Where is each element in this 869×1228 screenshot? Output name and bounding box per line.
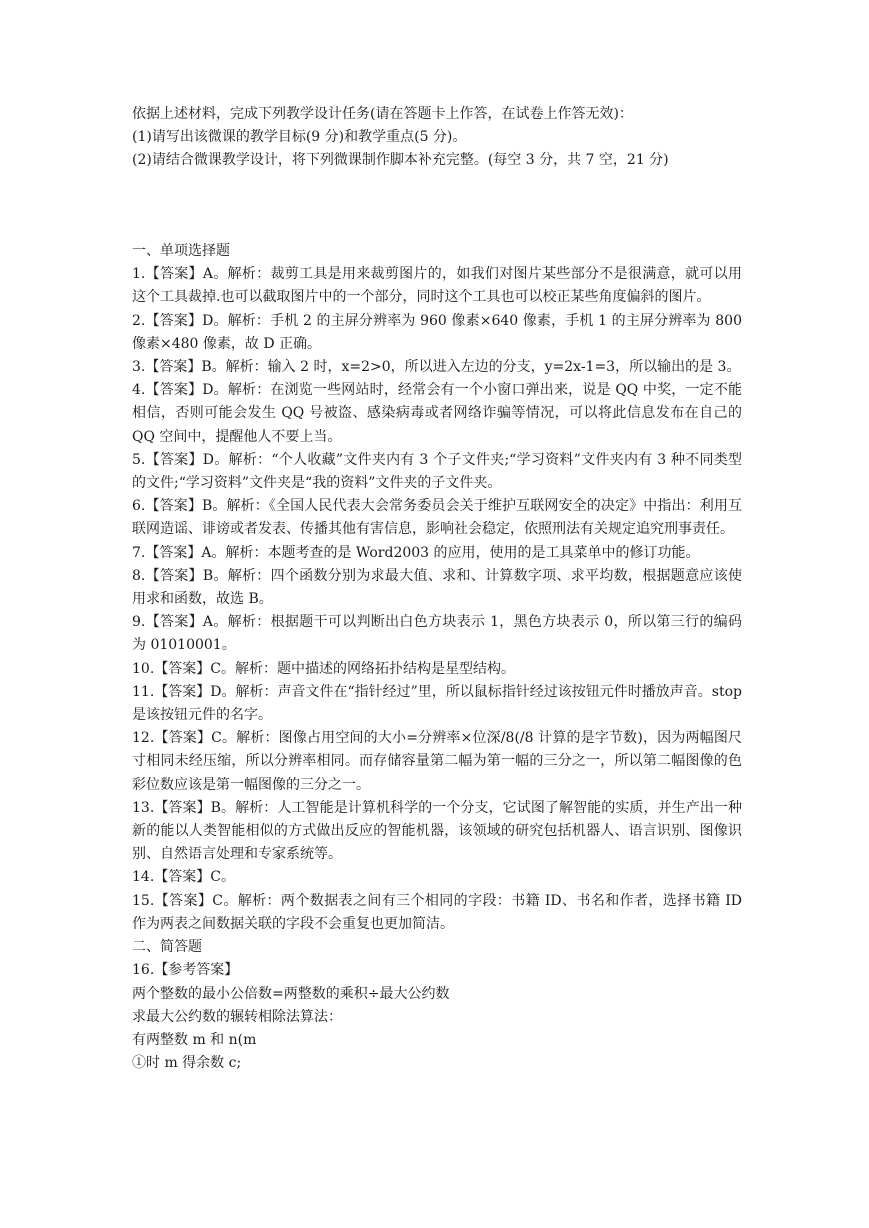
section-1-heading: 一、单项选择题 (132, 243, 230, 259)
answer-item-12: 12.【答案】C。解析：图像占用空间的大小=分辨率×位深/8(/8 计算的是字节数)，因为两幅图尺寸相同未经压缩，所以分辨率相同。而存储容量第二幅为第一幅的三分之一，所以第二幅图像的色彩位数应该是第一幅图像的三分之一。 (132, 730, 742, 793)
section-2-heading: 二、简答题 (132, 939, 202, 956)
answer-item-7: 7.【答案】A。解析：本题考查的是 Word2003 的应用，使用的是工具菜单中的修订功能。 (132, 544, 700, 561)
instruction-line: 依据上述材料，完成下列教学设计任务(请在答题卡上作答，在试卷上作答无效)： (132, 106, 633, 122)
answer-item-4: 4.【答案】D。解析：在浏览一些网站时，经常会有一个小窗口弹出来，说是 QQ 中奖，一定不能相信，否则可能会发生 QQ 号被盗、感染病毒或者网络诈骗等情况，可以将此信息发布在自己的 QQ 空间中，提醒他人不要上当。 (132, 382, 742, 445)
answer-item-2: 2.【答案】D。解析：手机 2 的主屏分辨率为 960 像素×640 像素，手机 1 的主屏分辨率为 800 像素×480 像素，故 D 正确。 (132, 312, 742, 352)
task-2-line: (2)请结合微课教学设计，将下列微课制作脚本补充完整。(每空 3 分，共 7 空，21 分) (132, 152, 669, 169)
answer-item-1: 1.【答案】A。解析：裁剪工具是用来裁剪图片的，如我们对图片某些部分不是很满意，就可以用这个工具裁掉.也可以截取图片中的一个部分，同时这个工具也可以校正某些角度偏斜的图片。 (132, 266, 742, 306)
q16-line-1: 两个整数的最小公倍数=两整数的乘积÷最大公约数 (132, 985, 450, 1002)
answer-item-11: 11.【答案】D。解析：声音文件在“指针经过”里，所以鼠标指针经过该按钮元件时播放声音。stop 是该按钮元件的名字。 (132, 683, 743, 724)
question-16-label: 16.【参考答案】 (132, 962, 239, 979)
answer-item-15: 15.【答案】C。解析：两个数据表之间有三个相同的字段：书籍 ID、书名和作者，选择书籍 ID 作为两表之间数据关联的字段不会重复也更加简洁。 (132, 892, 742, 932)
answer-item-3: 3.【答案】B。解析：输入 2 时，x=2>0，所以进入左边的分支，y=2x-1=3，所以输出的是 3。 (132, 359, 741, 376)
task-instructions (132, 103, 742, 173)
answer-item-14: 14.【答案】C。 (132, 869, 235, 886)
answer-item-13: 13.【答案】B。解析：人工智能是计算机科学的一个分支，它试图了解智能的实质，并生产出一种新的能以人类智能相似的方式做出反应的智能机器，该领域的研究包括机器人、语言识别、图像识别、自然语言处理和专家系统等。 (132, 799, 742, 863)
answer-key (132, 240, 742, 1075)
q16-line-4: ①时 m 得余数 c; (132, 1055, 242, 1072)
answer-item-10: 10.【答案】C。解析：题中描述的网络拓扑结构是星型结构。 (132, 660, 515, 677)
task-1-line: (1)请写出该微课的教学目标(9 分)和教学重点(5 分)。 (132, 129, 467, 146)
answer-item-8: 8.【答案】B。解析：四个函数分别为求最大值、求和、计算数字项、求平均数，根据题意应该使用求和函数，故选 B。 (132, 567, 742, 608)
q16-line-2: 求最大公约数的辗转相除法算法： (132, 1008, 342, 1025)
answer-item-6: 6.【答案】B。解析：《全国人民代表大会常务委员会关于维护互联网安全的决定》中指出：利用互联网造谣、诽谤或者发表、传播其他有害信息，影响社会稳定，依照刑法有关规定追究刑事责任。 (132, 498, 742, 538)
answer-item-5: 5.【答案】D。解析：“个人收藏”文件夹内有 3 个子文件夹;“学习资料”文件夹内有 3 种不同类型的文件;“学习资料”文件夹是“我的资料”文件夹的子文件夹。 (132, 451, 742, 492)
q16-line-3: 有两整数 m 和 n(m (132, 1031, 257, 1048)
answer-item-9: 9.【答案】A。解析：根据题干可以判断出白色方块表示 1，黑色方块表示 0，所以第三行的编码为 01010001。 (132, 614, 742, 654)
